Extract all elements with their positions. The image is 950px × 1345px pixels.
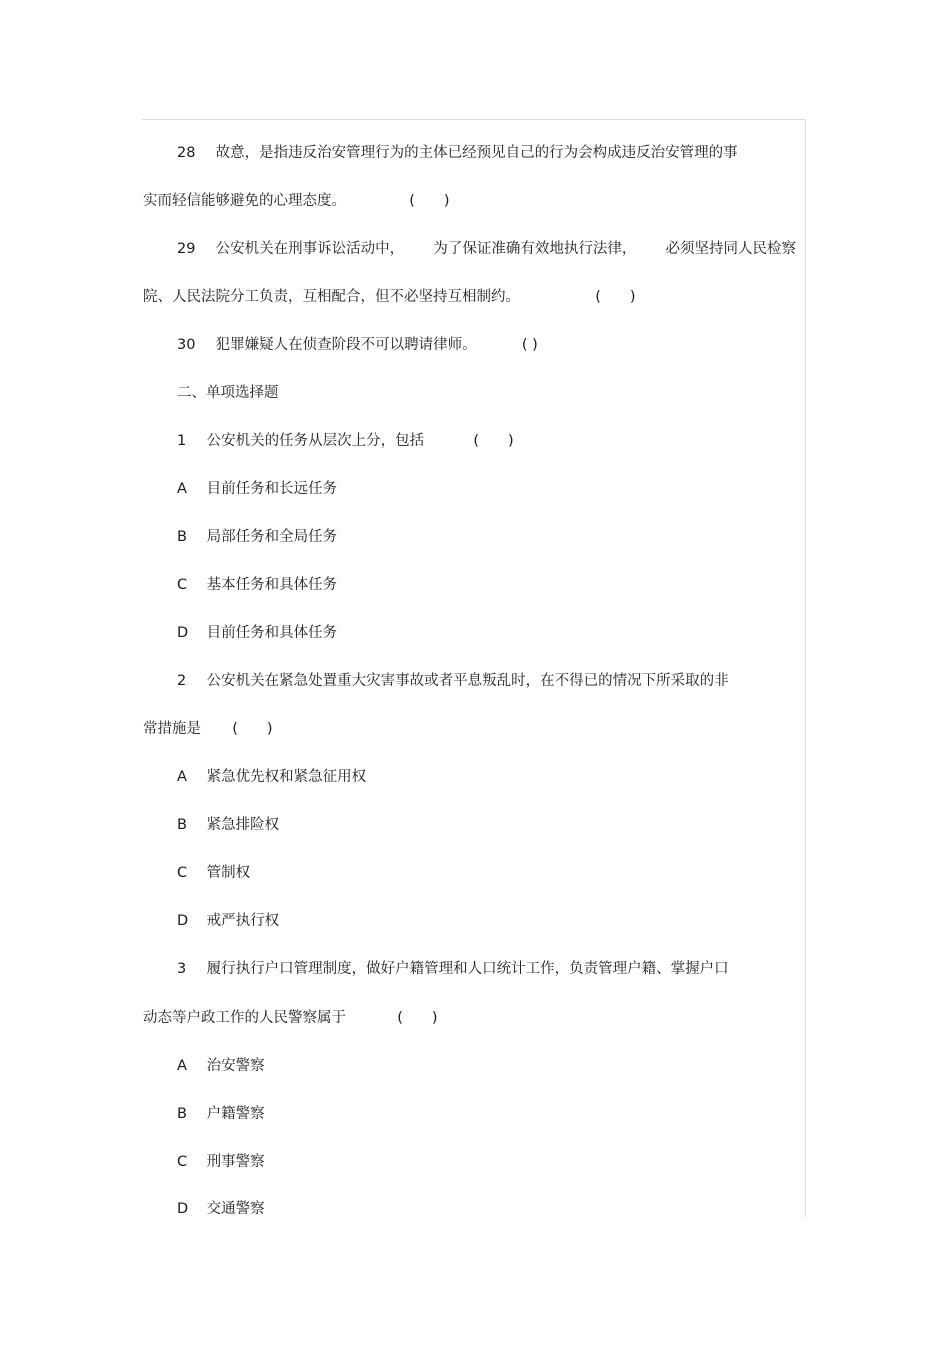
option-b: [177, 1104, 265, 1124]
option-text: 管制权: [206, 865, 251, 881]
answer-blank: ( ): [595, 289, 636, 305]
question-number: 3: [177, 961, 187, 977]
option-letter: B: [177, 1106, 187, 1122]
page-frame: [142, 119, 806, 1217]
mc-question-2-continued: [143, 719, 273, 739]
question-number: 28: [177, 145, 196, 161]
question-text: 故意，是指违反治安管理行为的主体已经预见自己的行为会构成违反治安管理的事: [215, 145, 738, 161]
option-d: [177, 911, 279, 931]
option-letter: C: [177, 1154, 188, 1170]
mc-question-2: [177, 671, 729, 691]
question-text-continued: 常措施是: [143, 721, 201, 737]
question-text: 履行执行户口管理制度，做好户籍管理和人口统计工作，负责管理户籍、掌握户口: [206, 961, 729, 977]
question-text: 公安机关在刑事诉讼活动中，: [215, 241, 405, 257]
option-text: 交通警察: [206, 1201, 265, 1217]
option-c: [177, 1152, 265, 1172]
option-c: [177, 863, 250, 883]
option-c: [177, 575, 337, 595]
option-text: 目前任务和长远任务: [206, 481, 338, 497]
option-letter: A: [177, 481, 187, 497]
option-text: 治安警察: [206, 1058, 265, 1074]
option-letter: D: [177, 913, 189, 929]
question-text-continued: 动态等户政工作的人民警察属于: [143, 1010, 346, 1026]
option-a: [177, 479, 337, 499]
section-title: 二、单项选择题: [177, 385, 279, 401]
question-text-continued: 院、人民法院分工负责，互相配合，但不必坚持互相制约。: [143, 289, 520, 305]
option-text: 局部任务和全局任务: [206, 529, 338, 545]
option-a: [177, 1056, 265, 1076]
question-text: 为了保证准确有效地执行法律，: [433, 241, 637, 257]
option-letter: A: [177, 769, 187, 785]
option-text: 目前任务和具体任务: [206, 625, 338, 641]
option-a: [177, 767, 366, 787]
option-letter: A: [177, 1058, 187, 1074]
question-29-continued: [143, 287, 636, 307]
question-29: [177, 239, 796, 259]
option-text: 基本任务和具体任务: [206, 577, 338, 593]
option-d: [177, 623, 337, 643]
question-number: 2: [177, 673, 187, 689]
question-text: 犯罪嫌疑人在侦查阶段不可以聘请律师。: [215, 337, 477, 353]
option-b: [177, 527, 337, 547]
option-text: 紧急排险权: [206, 817, 280, 833]
question-28-continued: [143, 191, 450, 211]
question-28: [177, 143, 738, 163]
question-30: [177, 335, 538, 355]
question-text: 公安机关的任务从层次上分，包括: [206, 433, 425, 449]
option-text: 戒严执行权: [206, 913, 280, 929]
mc-question-3: [177, 959, 729, 979]
question-text: 必须坚持同人民检察: [665, 241, 797, 257]
option-letter: B: [177, 817, 187, 833]
question-number: 29: [177, 241, 196, 257]
option-letter: D: [177, 1201, 189, 1217]
option-letter: C: [177, 865, 188, 881]
option-b: [177, 815, 279, 835]
option-letter: D: [177, 625, 189, 641]
question-text: 公安机关在紧急处置重大灾害事故或者平息叛乱时，在不得已的情况下所采取的非: [206, 673, 729, 689]
option-letter: C: [177, 577, 188, 593]
mc-question-1: [177, 431, 514, 451]
question-number: 1: [177, 433, 187, 449]
answer-blank: ( ): [521, 337, 538, 353]
option-text: 刑事警察: [206, 1154, 265, 1170]
option-letter: B: [177, 529, 187, 545]
answer-blank: ( ): [409, 193, 450, 209]
option-d: [177, 1199, 265, 1219]
question-number: 30: [177, 337, 196, 353]
answer-blank: ( ): [232, 721, 273, 737]
answer-blank: ( ): [397, 1010, 438, 1026]
option-text: 户籍警察: [206, 1106, 265, 1122]
mc-question-3-continued: [143, 1008, 438, 1028]
option-text: 紧急优先权和紧急征用权: [206, 769, 367, 785]
question-text-continued: 实而轻信能够避免的心理态度。: [143, 193, 346, 209]
answer-blank: ( ): [473, 433, 514, 449]
